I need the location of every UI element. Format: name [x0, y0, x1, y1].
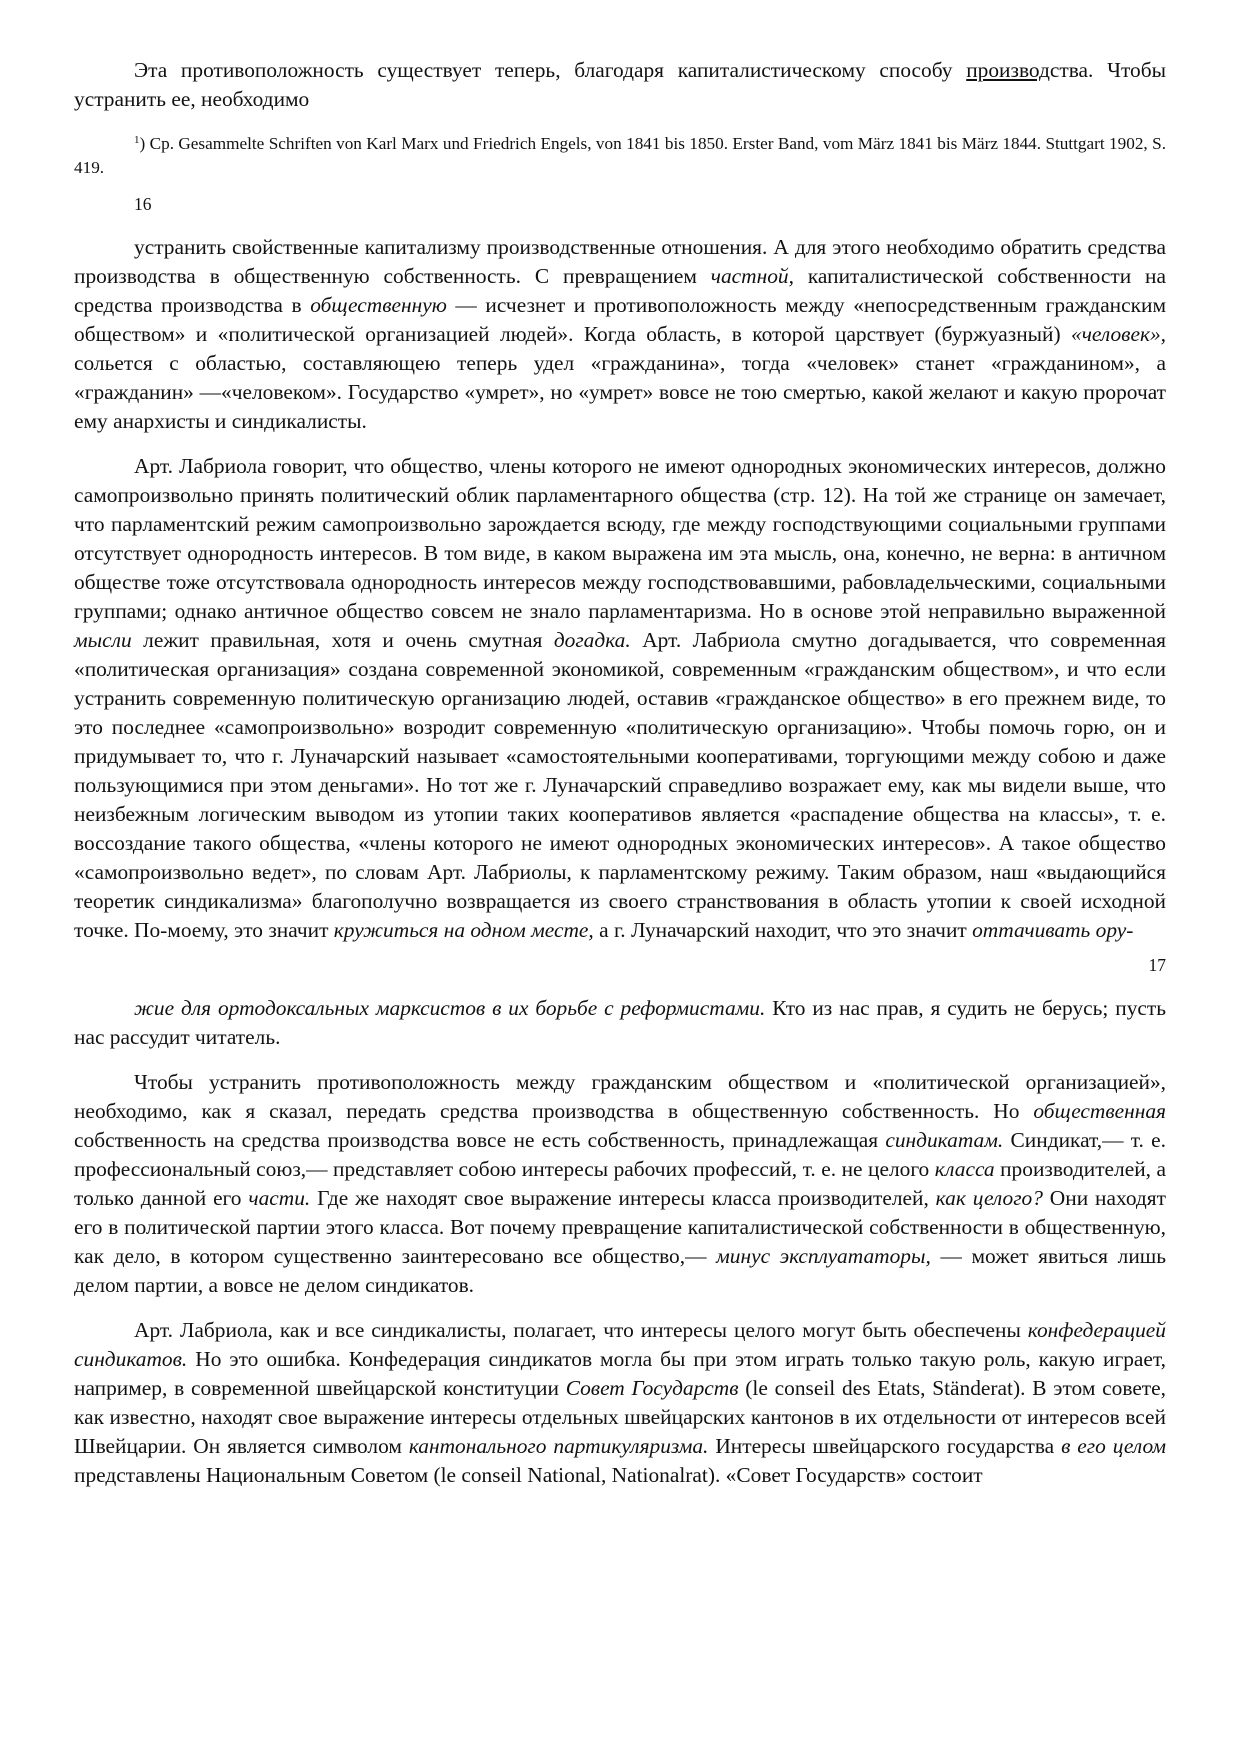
paragraph-3: Арт. Лабриола говорит, что общество, члены которого не имеют однородных экономических интересов, должно самопроизвольно принять политический облик парламентарного общества (стр. 12). На той же странице он замечает, что парламентский режим самопроизвольно зарождается всюду, где между господствующими социальными группами отсутствует однородность интересов. В том виде, в каком выражена им эта мысль, она, конечно, не верна: в античном обществе тоже отсутствовала однородность интересов между господствовавшими, рабовладельческими, социальными группами; однако античное общество совсем не знало парламентаризма. Но в основе этой неправильно выраженной мысли лежит правильная, хотя и очень смутная догадка. Арт. Лабриола смутно догадывается, что современная «политическая организация» создана современной экономикой, современным «гражданским обществом», и что если устранить современную политическую организацию людей, оставив «гражданское общество» в его прежнем виде, то это последнее «самопроизвольно» возродит современную «политическую организацию». Чтобы помочь горю, он и придумывает то, что г. Луначарский называет «самостоятельными кооперативами, торгующими между собою и даже пользующимися при этом деньгами». Но тот же г. Луначарский справедливо возражает ему, как мы видели выше, что неизбежным логическим выводом из утопии таких кооперативов является «распадение общества на классы», т. е. воссоздание такого общества, «члены которого не имеют однородных экономических интересов». А такое общество «самопроизвольно ведет», по словам Арт. Лабриолы, к парламентскому режиму. Таким образом, наш «выдающийся теоретик синдикализма» благополучно возвращается из своего странствования в область утопии к своей исходной точке. По-моему, это значит кружиться на одном месте, а г. Луначарский находит, что это значит оттачивать ору-: [74, 454, 1166, 942]
paragraph-6: Арт. Лабриола, как и все синдикалисты, полагает, что интересы целого могут быть обеспечены конфедерацией синдикатов. Но это ошибка. Конфедерация синдикатов могла бы при этом играть только такую роль, какую играет, например, в современной швейцарской конституции Совет Государств (le conseil des Etats, Ständerat). В этом совете, как известно, находят свое выражение интересы отдельных швейцарских кантонов в их отдельности от интересов всей Швейцарии. Он является символом кантонального партикуляризма. Интересы швейцарского государства в его целом представлены Национальным Советом (le conseil National, Nationalrat). «Совет Государств» состоит: [74, 1318, 1167, 1487]
footnote: $^1$) Cp. Gesammelte Schriften von Karl Marx und Friedrich Engels, von 1841 bis 1850. Erster Band, vom März 1841 bis März 1844. Stuttgart 1902, S. 419.: [74, 134, 1166, 177]
paragraph-4: жие для ортодоксальных марксистов в их борьбе с реформистами. Кто из нас прав, я судить не берусь; пусть нас рассудит читатель.: [74, 996, 1166, 1049]
paragraph-2: устранить свойственные капитализму производственные отношения. А для этого необходимо обратить средства производства в общественную собственность. С превращением частной, капиталистической собственности на средства производства в общественную — исчезнет и противоположность между «непосредственным гражданским обществом» и «политической организацией людей». Когда область, в которой царствует (буржуазный) «человек», сольется с областью, составляющею теперь удел «гражданина», тогда «человек» станет «гражданином», а «гражданин» —«человеком». Государство «умрет», но «умрет» вовсе не тою смертью, какой желают и какую пророчат ему анархисты и синдикалисты.: [74, 235, 1167, 433]
footnote-marker: 1: [134, 134, 140, 146]
paragraph-1: Эта противоположность существует теперь, благодаря капиталистическому способу производства. Чтобы устранить ее, необходимо: [74, 58, 1166, 111]
document-page: [74, 56, 1166, 1490]
page-number: 16: [134, 194, 152, 214]
paragraph-5: Чтобы устранить противоположность между гражданским обществом и «политической организацией», необходимо, как я сказал, передать средства производства в общественную собственность. Но общественная собственность на средства производства вовсе не есть собственность, принадлежащая синдикатам. Синдикат,— т. е. профессиональный союз,— представляет собою интересы рабочих профессий, т. е. не целого класса производителей, а только данной его части. Где же находят свое выражение интересы класса производителей, как целого? Они находят его в политической партии этого класса. Вот почему превращение капиталистической собственности в общественную, как дело, в котором существенно заинтересовано все общество,— минус эксплуататоры, — может явиться лишь делом партии, а вовсе не делом синдикатов.: [74, 1070, 1166, 1297]
page-number: 17: [1148, 955, 1166, 975]
underlined-word: производ: [966, 58, 1050, 82]
